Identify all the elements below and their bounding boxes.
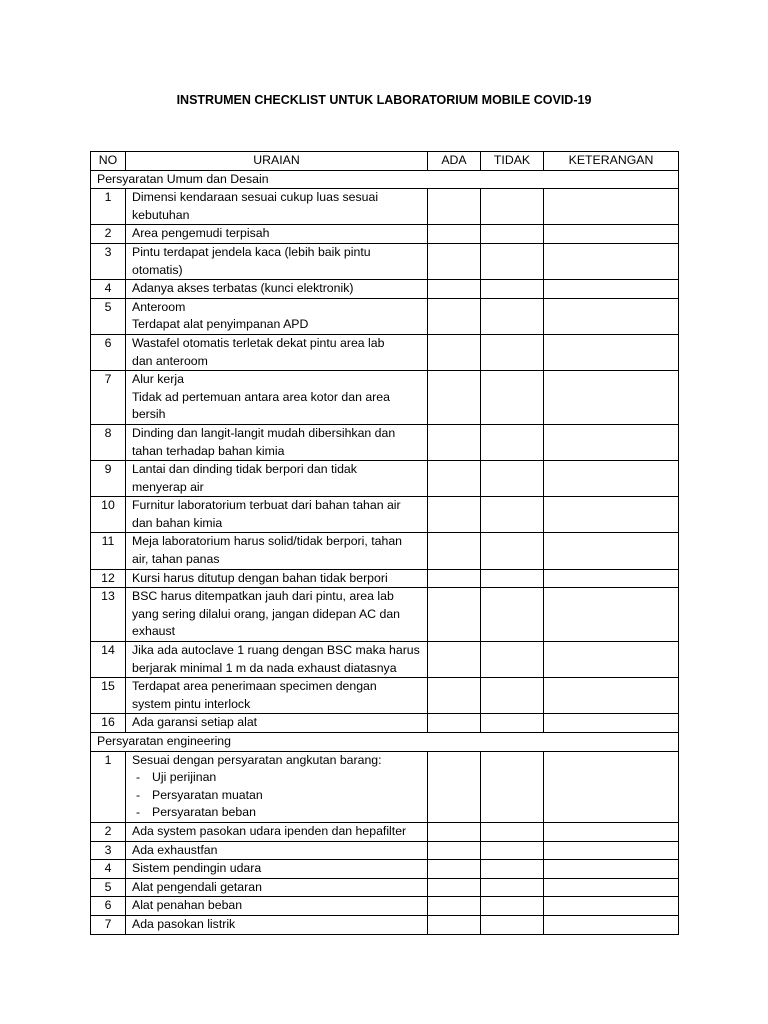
- tidak-cell[interactable]: [481, 189, 544, 225]
- row-number: 10: [91, 497, 126, 533]
- row-number: 4: [91, 280, 126, 299]
- row-number: 11: [91, 533, 126, 569]
- row-number: 9: [91, 461, 126, 497]
- ada-cell[interactable]: [428, 461, 481, 497]
- keterangan-cell[interactable]: [544, 588, 679, 642]
- table-row: [91, 280, 679, 299]
- uraian-line: Pintu terdapat jendela kaca (lebih baik pintu: [132, 244, 371, 259]
- uraian-line: Lantai dan dinding tidak berpori dan tidak: [132, 462, 357, 477]
- keterangan-cell[interactable]: [544, 497, 679, 533]
- tidak-cell[interactable]: [481, 225, 544, 244]
- row-uraian: [126, 280, 428, 299]
- row-number: 14: [91, 642, 126, 678]
- tidak-cell[interactable]: [481, 878, 544, 897]
- table-row: [91, 371, 679, 425]
- keterangan-cell[interactable]: [544, 642, 679, 678]
- header-no: NO: [91, 152, 126, 171]
- row-uraian: [126, 461, 428, 497]
- row-uraian: [126, 298, 428, 334]
- uraian-line: Ada pasokan listrik: [132, 916, 236, 931]
- uraian-line: Terdapat area penerimaan specimen dengan: [132, 679, 377, 694]
- uraian-line: Dimensi kendaraan sesuai cukup luas sesuai: [132, 190, 379, 205]
- keterangan-cell[interactable]: [544, 878, 679, 897]
- uraian-line: Ada exhaustfan: [132, 842, 218, 857]
- uraian-line: dan anteroom: [132, 353, 208, 368]
- table-row: [91, 588, 679, 642]
- tidak-cell[interactable]: [481, 822, 544, 841]
- row-number: 1: [91, 189, 126, 225]
- ada-cell[interactable]: [428, 860, 481, 879]
- ada-cell[interactable]: [428, 714, 481, 733]
- uraian-line: BSC harus ditempatkan jauh dari pintu, area lab: [132, 589, 394, 604]
- ada-cell[interactable]: [428, 878, 481, 897]
- sub-list: [132, 769, 421, 822]
- section-title: Persyaratan Umum dan Desain: [91, 170, 679, 189]
- row-uraian: [126, 497, 428, 533]
- keterangan-cell[interactable]: [544, 334, 679, 370]
- table-row: [91, 642, 679, 678]
- keterangan-cell[interactable]: [544, 189, 679, 225]
- uraian-line: yang sering dilalui orang, jangan didepan AC dan: [132, 606, 400, 621]
- keterangan-cell[interactable]: [544, 280, 679, 299]
- keterangan-cell[interactable]: [544, 569, 679, 588]
- row-uraian: [126, 878, 428, 897]
- uraian-line: exhaust: [132, 624, 176, 639]
- ada-cell[interactable]: [428, 569, 481, 588]
- uraian-line: Wastafel otomatis terletak dekat pintu area lab: [132, 335, 385, 350]
- row-number: 1: [91, 751, 126, 822]
- tidak-cell[interactable]: [481, 751, 544, 822]
- row-uraian: [126, 334, 428, 370]
- keterangan-cell[interactable]: [544, 822, 679, 841]
- table-row: [91, 334, 679, 370]
- keterangan-cell[interactable]: [544, 461, 679, 497]
- row-number: 8: [91, 424, 126, 460]
- keterangan-cell[interactable]: [544, 225, 679, 244]
- table-row: [91, 497, 679, 533]
- uraian-line: menyerap air: [132, 479, 204, 494]
- sub-list-item: - Persyaratan beban: [132, 804, 421, 822]
- row-uraian: [126, 189, 428, 225]
- row-uraian: [126, 822, 428, 841]
- tidak-cell[interactable]: [481, 243, 544, 279]
- table-row: [91, 298, 679, 334]
- uraian-line: Area pengemudi terpisah: [132, 226, 270, 241]
- row-number: 6: [91, 334, 126, 370]
- uraian-line: Anteroom: [132, 299, 186, 314]
- row-number: 5: [91, 298, 126, 334]
- row-number: 16: [91, 714, 126, 733]
- tidak-cell[interactable]: [481, 569, 544, 588]
- keterangan-cell[interactable]: [544, 915, 679, 934]
- tidak-cell[interactable]: [481, 497, 544, 533]
- row-uraian: [126, 424, 428, 460]
- tidak-cell[interactable]: [481, 642, 544, 678]
- ada-cell[interactable]: [428, 371, 481, 425]
- table-row: [91, 751, 679, 822]
- keterangan-cell[interactable]: [544, 678, 679, 714]
- tidak-cell[interactable]: [481, 714, 544, 733]
- row-uraian: [126, 860, 428, 879]
- row-number: 6: [91, 897, 126, 916]
- row-number: 5: [91, 878, 126, 897]
- row-number: 12: [91, 569, 126, 588]
- row-uraian: [126, 841, 428, 860]
- row-number: 2: [91, 225, 126, 244]
- ada-cell[interactable]: [428, 897, 481, 916]
- ada-cell[interactable]: [428, 915, 481, 934]
- tidak-cell[interactable]: [481, 897, 544, 916]
- table-row: [91, 915, 679, 934]
- keterangan-cell[interactable]: [544, 841, 679, 860]
- uraian-line: Ada system pasokan udara ipenden dan hepafilter: [132, 823, 407, 838]
- header-ada: ADA: [428, 152, 481, 171]
- checklist-table: [90, 151, 679, 935]
- table-row: [91, 860, 679, 879]
- row-number: 7: [91, 371, 126, 425]
- ada-cell[interactable]: [428, 497, 481, 533]
- uraian-line: Alat penahan beban: [132, 898, 243, 913]
- ada-cell[interactable]: [428, 588, 481, 642]
- header-uraian: URAIAN: [126, 152, 428, 171]
- uraian-line: Sistem pendingin udara: [132, 861, 262, 876]
- sub-list-item: - Persyaratan muatan: [132, 787, 421, 805]
- row-uraian: [126, 897, 428, 916]
- uraian-line: otomatis): [132, 262, 183, 277]
- uraian-line: Jika ada autoclave 1 ruang dengan BSC maka harus: [132, 643, 420, 658]
- table-row: [91, 841, 679, 860]
- keterangan-cell[interactable]: [544, 860, 679, 879]
- tidak-cell[interactable]: [481, 461, 544, 497]
- row-number: 3: [91, 841, 126, 860]
- tidak-cell[interactable]: [481, 298, 544, 334]
- ada-cell[interactable]: [428, 822, 481, 841]
- uraian-line: Meja laboratorium harus solid/tidak berpori, tahan: [132, 534, 402, 549]
- row-uraian: [126, 371, 428, 425]
- tidak-cell[interactable]: [481, 371, 544, 425]
- uraian-line: air, tahan panas: [132, 552, 220, 567]
- tidak-cell[interactable]: [481, 424, 544, 460]
- tidak-cell[interactable]: [481, 915, 544, 934]
- table-row: [91, 424, 679, 460]
- section-title: Persyaratan engineering: [91, 733, 679, 752]
- row-uraian: [126, 714, 428, 733]
- keterangan-cell[interactable]: [544, 371, 679, 425]
- uraian-line: Alur kerja: [132, 372, 184, 387]
- row-number: 2: [91, 822, 126, 841]
- ada-cell[interactable]: [428, 751, 481, 822]
- uraian-line: Tidak ad pertemuan antara area kotor dan area: [132, 389, 390, 404]
- row-number: 13: [91, 588, 126, 642]
- checklist-body: [91, 170, 679, 934]
- ada-cell[interactable]: [428, 225, 481, 244]
- row-number: 7: [91, 915, 126, 934]
- keterangan-cell[interactable]: [544, 424, 679, 460]
- uraian-line: bersih: [132, 407, 166, 422]
- page-title: INSTRUMEN CHECKLIST UNTUK LABORATORIUM MOBILE COVID-19: [176, 93, 592, 107]
- uraian-line: Furnitur laboratorium terbuat dari bahan tahan air: [132, 498, 401, 513]
- ada-cell[interactable]: [428, 189, 481, 225]
- keterangan-cell[interactable]: [544, 298, 679, 334]
- row-uraian: [126, 642, 428, 678]
- row-uraian: [126, 243, 428, 279]
- keterangan-cell[interactable]: [544, 897, 679, 916]
- uraian-line: Kursi harus ditutup dengan bahan tidak berpori: [132, 570, 388, 585]
- uraian-line: dan bahan kimia: [132, 515, 223, 530]
- row-number: 15: [91, 678, 126, 714]
- uraian-line: tahan terhadap bahan kimia: [132, 443, 285, 458]
- keterangan-cell[interactable]: [544, 714, 679, 733]
- ada-cell[interactable]: [428, 243, 481, 279]
- ada-cell[interactable]: [428, 280, 481, 299]
- tidak-cell[interactable]: [481, 334, 544, 370]
- uraian-line: Terdapat alat penyimpanan APD: [132, 317, 309, 332]
- ada-cell[interactable]: [428, 424, 481, 460]
- table-row: [91, 225, 679, 244]
- table-row: [91, 533, 679, 569]
- keterangan-cell[interactable]: [544, 533, 679, 569]
- tidak-cell[interactable]: [481, 860, 544, 879]
- header-row: [91, 152, 679, 171]
- ada-cell[interactable]: [428, 334, 481, 370]
- ada-cell[interactable]: [428, 678, 481, 714]
- ada-cell[interactable]: [428, 841, 481, 860]
- table-row: [91, 714, 679, 733]
- table-row: [91, 878, 679, 897]
- row-uraian: [126, 225, 428, 244]
- sub-list-item: - Uji perijinan: [132, 769, 421, 787]
- header-tidak: TIDAK: [481, 152, 544, 171]
- uraian-line: Sesuai dengan persyaratan angkutan barang:: [132, 752, 382, 767]
- row-uraian: [126, 751, 428, 822]
- row-uraian: [126, 915, 428, 934]
- tidak-cell[interactable]: [481, 678, 544, 714]
- table-row: [91, 678, 679, 714]
- uraian-line: kebutuhan: [132, 207, 190, 222]
- table-row: [91, 461, 679, 497]
- ada-cell[interactable]: [428, 642, 481, 678]
- table-row: [91, 189, 679, 225]
- table-row: [91, 243, 679, 279]
- row-number: 4: [91, 860, 126, 879]
- keterangan-cell[interactable]: [544, 751, 679, 822]
- section-row: [91, 170, 679, 189]
- row-uraian: [126, 678, 428, 714]
- tidak-cell[interactable]: [481, 280, 544, 299]
- table-row: [91, 822, 679, 841]
- tidak-cell[interactable]: [481, 588, 544, 642]
- row-number: 3: [91, 243, 126, 279]
- uraian-line: Alat pengendali getaran: [132, 879, 262, 894]
- header-keterangan: KETERANGAN: [544, 152, 679, 171]
- ada-cell[interactable]: [428, 533, 481, 569]
- row-uraian: [126, 533, 428, 569]
- uraian-line: Adanya akses terbatas (kunci elektronik): [132, 281, 354, 296]
- uraian-line: system pintu interlock: [132, 696, 251, 711]
- uraian-line: Dinding dan langit-langit mudah dibersihkan dan: [132, 425, 396, 440]
- uraian-line: Ada garansi setiap alat: [132, 715, 258, 730]
- table-row: [91, 897, 679, 916]
- ada-cell[interactable]: [428, 298, 481, 334]
- keterangan-cell[interactable]: [544, 243, 679, 279]
- row-uraian: [126, 588, 428, 642]
- tidak-cell[interactable]: [481, 841, 544, 860]
- section-row: [91, 733, 679, 752]
- row-uraian: [126, 569, 428, 588]
- tidak-cell[interactable]: [481, 533, 544, 569]
- table-row: [91, 569, 679, 588]
- uraian-line: berjarak minimal 1 m da nada exhaust diatasnya: [132, 660, 397, 675]
